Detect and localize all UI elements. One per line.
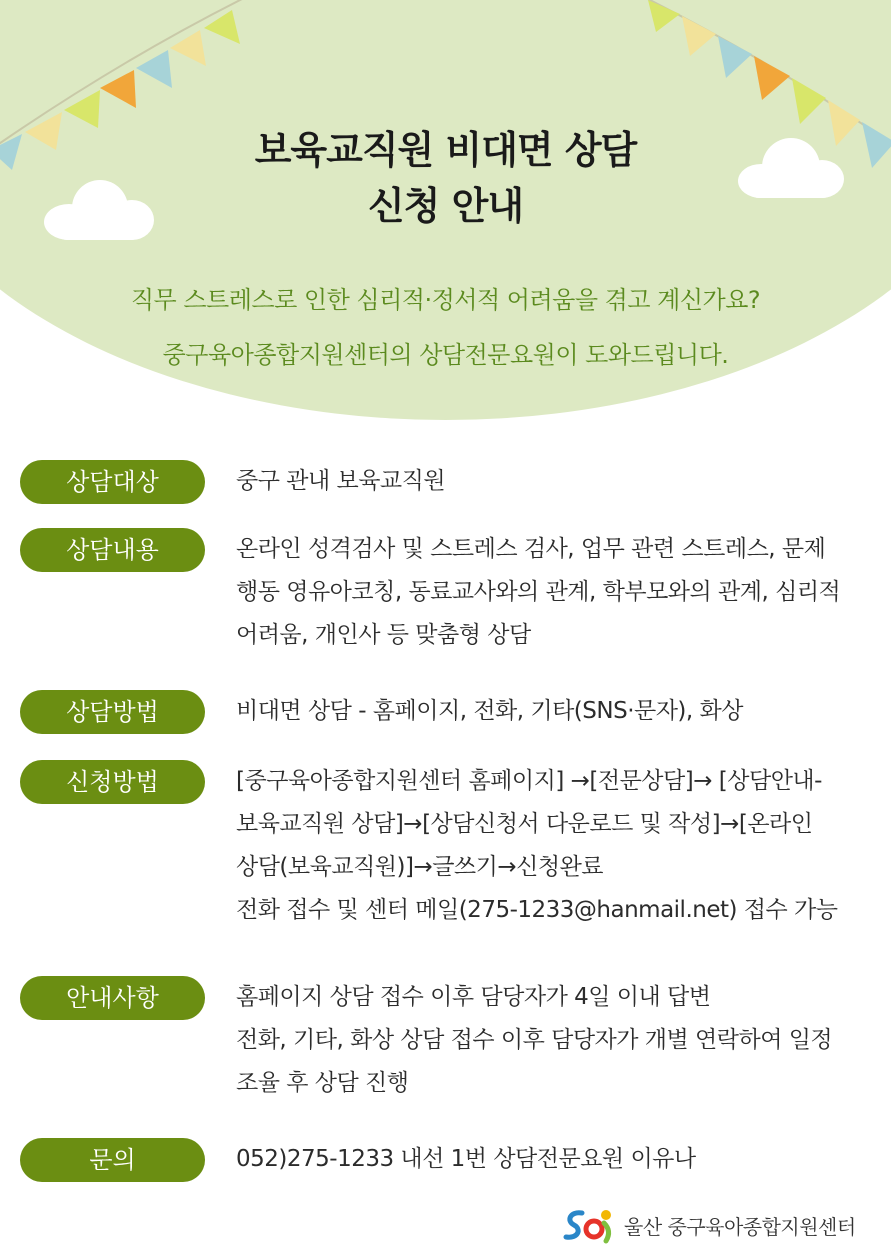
content-line: 비대면 상담 - 홈페이지, 전화, 기타(SNS·문자), 화상 xyxy=(236,698,743,724)
content-line: 조율 후 상담 진행 xyxy=(236,1070,409,1096)
section-content xyxy=(236,1138,876,1181)
content-line: 상담(보육교직원)]→글쓰기→신청완료 xyxy=(236,854,604,880)
content-line: 중구 관내 보육교직원 xyxy=(236,468,446,494)
content-line: 전화 접수 및 센터 메일(275-1233@hanmail.net) 접수 가능 xyxy=(236,897,838,923)
page-title-line1: 보육교직원 비대면 상담 xyxy=(254,128,637,172)
subtitle-line1: 직무 스트레스로 인한 심리적·정서적 어려움을 겪고 계신가요? xyxy=(130,286,761,314)
content-line: 홈페이지 상담 접수 이후 담당자가 4일 이내 답변 xyxy=(236,984,711,1010)
content-line: 보육교직원 상담]→[상담신청서 다운로드 및 작성]→[온라인 xyxy=(236,811,813,837)
content-line: [중구육아종합지원센터 홈페이지] →[전문상담]→ [상담안내- xyxy=(236,768,822,794)
footer-logo-text: 울산 중구육아종합지원센터 xyxy=(624,1214,856,1239)
section-label-pill: 상담대상 xyxy=(20,460,205,504)
section-content xyxy=(236,976,876,1105)
section-label-pill: 상담방법 xyxy=(20,690,205,734)
section-content xyxy=(236,460,876,503)
section-label-pill: 상담내용 xyxy=(20,528,205,572)
section-label-pill: 신청방법 xyxy=(20,760,205,804)
subtitle-line2: 중구육아종합지원센터의 상담전문요원이 도와드립니다. xyxy=(162,341,729,369)
page-title-line2: 신청 안내 xyxy=(367,184,524,228)
content-line: 행동 영유아코칭, 동료교사와의 관계, 학부모와의 관계, 심리적 xyxy=(236,579,841,605)
center-logo-icon xyxy=(562,1205,620,1245)
content-line: 어려움, 개인사 등 맞춤형 상담 xyxy=(236,622,531,648)
section-content xyxy=(236,528,876,657)
section-label-pill: 문의 xyxy=(20,1138,205,1182)
section-content xyxy=(236,690,876,733)
footer-logo xyxy=(562,1205,856,1245)
content-line: 온라인 성격검사 및 스트레스 검사, 업무 관련 스트레스, 문제 xyxy=(236,536,826,562)
content-line: 전화, 기타, 화상 상담 접수 이후 담당자가 개별 연락하여 일정 xyxy=(236,1027,833,1053)
section-content xyxy=(236,760,876,932)
section-label-pill: 안내사항 xyxy=(20,976,205,1020)
content-line: 052)275-1233 내선 1번 상담전문요원 이유나 xyxy=(236,1146,696,1172)
